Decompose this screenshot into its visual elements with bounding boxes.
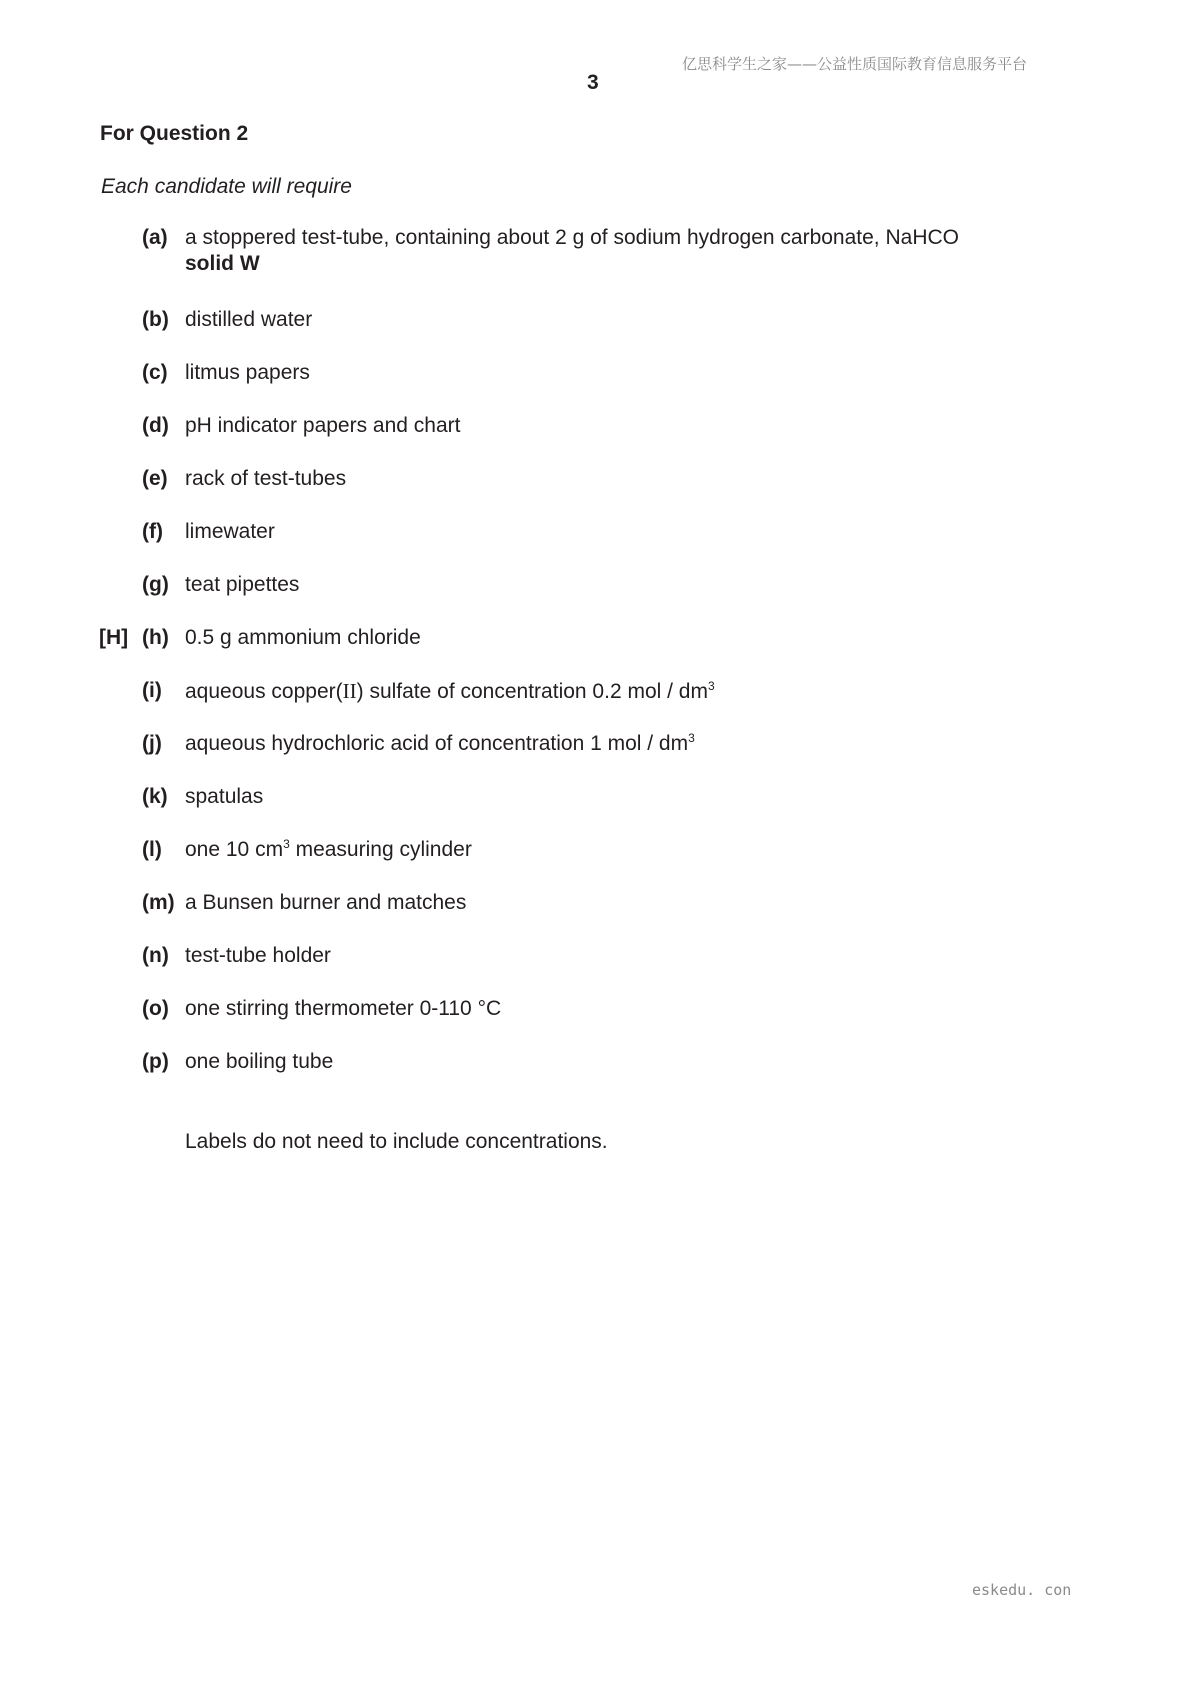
item-text: teat pipettes: [185, 573, 300, 596]
item-text: distilled water: [185, 308, 313, 331]
page-number: 3: [587, 71, 599, 94]
item-text: limewater: [185, 520, 275, 543]
note-text: Labels do not need to include concentrations.: [185, 1130, 608, 1153]
item-letter: (l): [142, 838, 162, 861]
item-text: litmus papers: [185, 361, 310, 384]
header-watermark: 亿思科学生之家——公益性质国际教育信息服务平台: [682, 55, 1028, 73]
item-letter: (m): [142, 891, 175, 914]
item-text-line2: solid W: [185, 252, 260, 275]
intro-text: Each candidate will require: [101, 175, 352, 198]
item-letter: (n): [142, 944, 169, 967]
item-text: spatulas: [185, 785, 264, 808]
item-text: pH indicator papers and chart: [185, 414, 461, 437]
question-heading: For Question 2: [100, 122, 249, 145]
item-text: aqueous hydrochloric acid of concentration 1 mol / $dm^3$: [185, 731, 695, 755]
item-letter: (j): [142, 732, 162, 755]
item-letter: (f): [142, 520, 163, 543]
item-letter: (g): [142, 573, 169, 596]
footer-watermark: eskedu. con: [972, 1581, 1072, 1599]
item-text: 0.5 g ammonium chloride: [185, 626, 421, 649]
item-letter: (p): [142, 1050, 169, 1073]
item-letter: (b): [142, 308, 169, 331]
item-letter: (d): [142, 414, 169, 437]
item-text: one boiling tube: [185, 1050, 334, 1073]
item-letter: (e): [142, 467, 168, 490]
item-letter: (h): [142, 626, 169, 649]
item-text: one stirring thermometer 0-110 °C: [185, 997, 502, 1020]
item-letter: (k): [142, 785, 168, 808]
item-text: a stoppered test-tube, containing about 2 g of sodium hydrogen carbonate, NaHCO solid W: [185, 226, 959, 275]
item-letter: (c): [142, 361, 168, 384]
item-text: rack of test-tubes: [185, 467, 347, 490]
higher-tier-marker: [H]: [99, 626, 129, 649]
item-letter: (i): [142, 679, 162, 702]
item-text: one 10 $cm^3$ measuring cylinder: [185, 837, 472, 861]
item-letter: (a): [142, 226, 168, 249]
item-text: a Bunsen burner and matches: [185, 891, 467, 914]
item-text: aqueous copper(II) sulfate of concentration 0.2 mol / $dm^3$: [185, 679, 715, 703]
item-text: test-tube holder: [185, 944, 331, 967]
item-letter: (o): [142, 997, 169, 1020]
